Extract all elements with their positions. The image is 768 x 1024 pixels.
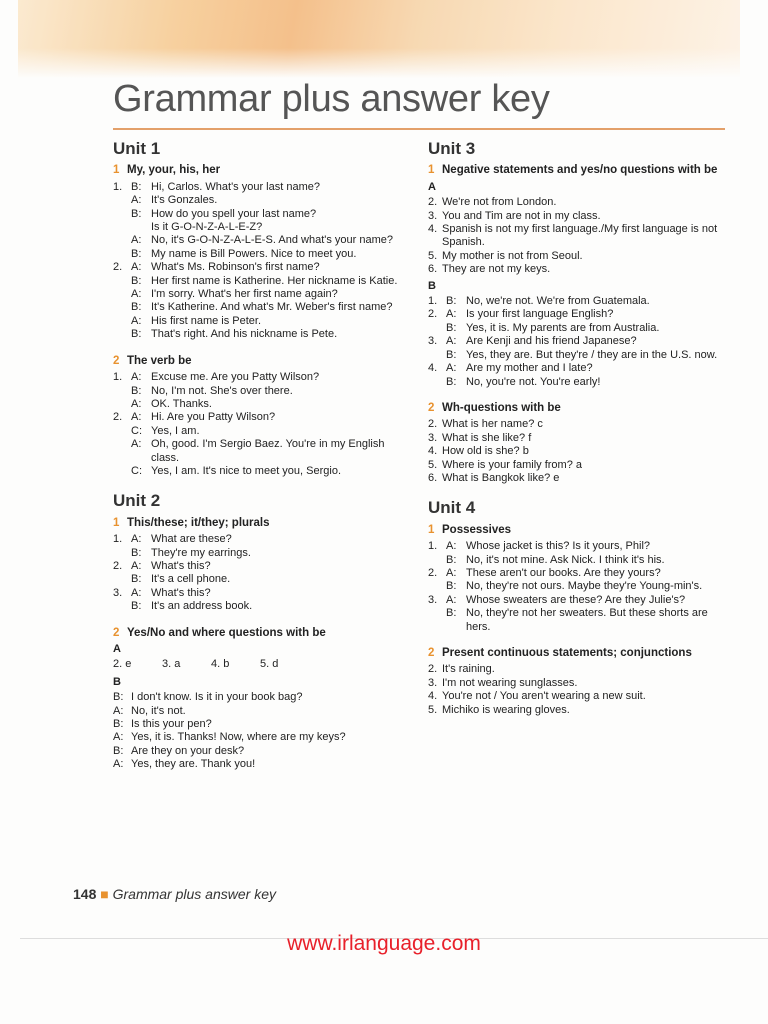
answer-text: They are not my keys. [442,263,551,276]
section-title: Wh-questions with be [442,401,561,414]
section-number: 2 [113,354,120,367]
section-heading [113,627,413,640]
section-title: My, your, his, her [127,164,221,177]
answer-text: Michiko is wearing gloves. [442,703,570,716]
answer-text: It's Katherine. And what's Mr. Weber's first name? [151,301,393,314]
answer-text: Yes, it is. Thanks! Now, where are my keys? [131,731,346,744]
speaker: A: [131,314,142,327]
answer-list [428,540,728,634]
answer-row [428,196,728,209]
answer-text: Is this your pen? [131,718,212,731]
answer-list [428,295,728,389]
answer-row [428,210,728,223]
item-number: 1. [428,540,438,553]
answer-text: You and Tim are not in my class. [442,209,601,222]
answer-row [113,587,413,600]
section-title: Present continuous statements; conjunctions [442,647,692,659]
speaker: A: [131,586,142,599]
section-heading [113,517,413,530]
answer-list [428,418,728,485]
answer-list [428,196,728,276]
answer-row [428,418,728,431]
match-answer: 4. b [211,658,230,671]
speaker: A: [131,371,142,384]
answer-text: Are they on your desk? [131,744,245,757]
speaker: B: [131,384,142,397]
speaker: B: [131,207,142,220]
item-number: 2. [113,261,123,274]
answer-row [113,691,413,704]
answer-row [113,288,413,301]
matching-answers [113,658,413,671]
section-heading [428,164,728,177]
answer-row [113,194,413,207]
item-number: 1. [428,295,438,308]
answer-row [113,745,413,758]
speaker: B: [113,744,124,757]
speaker: B: [131,600,142,613]
answer-text: Excuse me. Are you Patty Wilson? [151,371,320,384]
answer-list [113,181,413,342]
speaker: A: [131,533,142,546]
speaker: A: [131,411,142,424]
speaker: B: [131,573,142,586]
match-answer: 5. d [260,658,279,671]
answer-text: Yes, I am. [151,424,200,437]
speaker: B: [131,328,142,341]
answer-text: It's Gonzales. [151,194,218,207]
section-heading [113,164,413,177]
answer-text: You're not / You aren't wearing a new suit. [442,690,646,703]
answer-list [113,371,413,478]
answer-row [113,731,413,744]
answer-row [113,315,413,328]
speaker: A: [131,559,142,572]
speaker: A: [113,704,124,717]
part-label: A [113,643,121,655]
speaker: B: [446,607,457,620]
answer-list [113,533,413,613]
part-label: B [113,675,121,688]
unit-3-heading: Unit 3 [428,139,476,158]
match-answer: 2. e [113,658,132,671]
item-number: 2. [428,418,438,431]
answer-text: Her first name is Katherine. Her nickname is Katie. [151,274,398,287]
answer-row [428,376,728,389]
speaker: A: [113,731,124,744]
answer-text: How old is she? b [442,445,529,458]
left-column [113,139,413,772]
unit-4-heading: Unit 4 [428,498,476,518]
answer-row [428,580,728,593]
item-number: 3. [428,431,438,444]
answer-row [428,472,728,485]
answer-row [428,445,728,458]
item-number: 4. [428,362,438,375]
item-number: 1. [113,371,123,384]
answer-row [113,465,413,478]
answer-text: What is her name? c [442,418,543,431]
answer-text: Is your first language English? [466,308,614,321]
answer-row [113,248,413,261]
item-number: 5. [428,703,438,716]
item-number: 5. [428,458,438,471]
answer-row [113,261,413,274]
answer-row [113,208,413,221]
speaker: A: [113,758,124,771]
section-title: Yes/No and where questions with be [127,626,326,639]
part-label: B [428,279,436,292]
section-heading [428,647,728,660]
answer-text: We're not from London. [442,196,557,209]
answer-text: It's a cell phone. [151,573,231,586]
answer-text: Hi, Carlos. What's your last name? [151,180,320,193]
answer-row [428,335,728,348]
answer-text: Hi. Are you Patty Wilson? [151,411,276,424]
speaker: A: [446,566,457,579]
title-underline [113,128,725,130]
speaker: A: [446,335,457,348]
answer-text: My mother is not from Seoul. [442,249,583,262]
answer-row [428,540,728,553]
answer-row [428,432,728,445]
answer-text: No, it's G-O-N-Z-A-L-E-S. And what's your name? [151,234,393,247]
section-title: Possessives [442,523,512,536]
answer-text: What's this? [151,559,211,572]
speaker: B: [131,180,142,193]
section-title: This/these; it/they; plurals [127,516,270,529]
answer-row [428,263,728,276]
answer-row [113,275,413,288]
answer-row [113,398,413,411]
answer-text: Oh, good. I'm Sergio Baez. You're in my English class. [151,438,385,464]
speaker: B: [131,274,142,287]
answer-text: Yes, it is. My parents are from Australia. [466,321,660,334]
answer-row [428,322,728,335]
item-number: 3. [428,209,438,222]
answer-row [113,425,413,438]
speaker: A: [131,288,142,301]
answer-row [428,690,728,703]
section-number: 1 [113,164,120,177]
answer-row [113,234,413,247]
speaker: A: [131,438,142,451]
speaker: C: [131,424,142,437]
item-number: 1. [113,533,123,546]
speaker: B: [446,348,457,361]
answer-text: Yes, they are. Thank you! [131,758,256,771]
answer-row [113,718,413,731]
speaker: A: [446,593,457,606]
item-number: 6. [428,471,438,484]
item-number: 3. [428,676,438,689]
answer-row [428,250,728,263]
answer-text: Are my mother and I late? [466,362,593,375]
answer-text: No, it's not mine. Ask Nick. I think it's his. [466,553,665,566]
answer-text: His first name is Peter. [151,314,262,327]
answer-text: It's raining. [442,663,495,676]
answer-row [113,533,413,546]
speaker: B: [113,691,124,704]
answer-text: Whose sweaters are these? Are they Julie's? [466,593,686,606]
answer-text: OK. Thanks. [151,397,212,410]
right-column [428,139,728,717]
answer-text: What is Bangkok like? e [442,471,560,484]
answer-text: My name is Bill Powers. Nice to meet you. [151,247,357,260]
answer-text: Whose jacket is this? Is it yours, Phil? [466,540,651,553]
speaker: A: [446,362,457,375]
answer-text: Is it G-O-N-Z-A-L-E-Z? [151,221,263,234]
answer-text: Yes, I am. It's nice to meet you, Sergio. [151,464,342,477]
answer-row [113,301,413,314]
answer-text: No, you're not. You're early! [466,375,601,388]
answer-list [113,691,413,771]
item-number: 2. [113,411,123,424]
speaker: B: [113,718,124,731]
answer-text: I don't know. Is it in your book bag? [131,691,303,704]
item-number: 4. [428,445,438,458]
unit-1-heading: Unit 1 [113,139,161,158]
speaker: A: [446,308,457,321]
bullet-separator: ■ [100,886,109,902]
answer-text: What are these? [151,533,232,546]
item-number: 6. [428,263,438,276]
answer-row [428,349,728,362]
section-number: 2 [428,647,435,659]
item-number: 5. [428,249,438,262]
page-footer [73,886,276,902]
answer-text: No, they're not ours. Maybe they're Young-min's. [466,580,703,593]
speaker: A: [131,194,142,207]
page-number: 148 [73,886,97,902]
section-title: Negative statements and yes/no questions with be [442,164,718,177]
answer-row [428,554,728,567]
answer-text: What is she like? f [442,431,532,444]
answer-row [113,600,413,613]
answer-row [113,221,413,234]
speaker: B: [446,321,457,334]
speaker: B: [446,295,457,308]
answer-text: No, they're not her sweaters. But these shorts are hers. [466,607,708,633]
answer-text: No, it's not. [131,704,186,717]
speaker: A: [131,234,142,247]
answer-text: Are Kenji and his friend Japanese? [466,335,637,348]
answer-row [113,573,413,586]
section-number: 1 [428,164,435,177]
item-number: 1. [113,180,123,193]
answer-text: No, we're not. We're from Guatemala. [466,295,650,308]
answer-text: No, I'm not. She's over there. [151,384,293,397]
page-title: Grammar plus answer key [113,78,550,120]
answer-row [113,328,413,341]
answer-row [428,607,728,634]
answer-list [428,663,728,717]
answer-row [428,362,728,375]
answer-text: I'm not wearing sunglasses. [442,676,578,689]
answer-text: That's right. And his nickname is Pete. [151,328,338,341]
item-number: 2. [113,559,123,572]
item-number: 3. [428,593,438,606]
item-number: 2. [428,196,438,209]
match-answer: 3. a [162,658,181,671]
speaker: A: [446,540,457,553]
footer-title: Grammar plus answer key [112,886,276,902]
answer-text: These aren't our books. Are they yours? [466,566,661,579]
answer-text: They're my earrings. [151,546,251,559]
answer-row [113,385,413,398]
answer-row [113,438,413,465]
speaker: B: [131,301,142,314]
item-number: 3. [428,335,438,348]
item-number: 2. [428,663,438,676]
item-number: 3. [113,586,123,599]
answer-row [113,371,413,384]
section-number: 1 [428,523,435,536]
answer-text: What's Ms. Robinson's first name? [151,261,320,274]
section-heading [428,402,728,415]
answer-row [428,663,728,676]
answer-text: Where is your family from? a [442,458,582,471]
answer-row [113,547,413,560]
answer-row [113,560,413,573]
answer-text: What's this? [151,586,211,599]
speaker: C: [131,464,142,477]
part-label: A [428,180,436,193]
item-number: 4. [428,223,438,236]
section-number: 2 [428,401,435,414]
answer-row [428,704,728,717]
speaker: B: [131,546,142,559]
answer-row [428,459,728,472]
answer-row [428,594,728,607]
answer-row [113,758,413,771]
answer-text: Yes, they are. But they're / they are in the U.S. now. [466,348,718,361]
answer-row [428,677,728,690]
speaker: B: [446,553,457,566]
answer-row [113,705,413,718]
answer-row [428,223,728,250]
header-banner [18,0,740,78]
speaker: B: [446,375,457,388]
answer-row [113,181,413,194]
speaker: A: [131,261,142,274]
item-number: 2. [428,566,438,579]
answer-text: Spanish is not my first language./My first language is not Spanish. [442,223,718,249]
answer-text: I'm sorry. What's her first name again? [151,288,338,301]
answer-row [113,411,413,424]
speaker: B: [446,580,457,593]
answer-row [428,567,728,580]
item-number: 2. [428,308,438,321]
section-title: The verb be [127,354,192,367]
unit-2-heading: Unit 2 [113,491,161,511]
answer-row [428,308,728,321]
answer-text: How do you spell your last name? [151,207,317,220]
section-heading [428,524,728,537]
section-number: 2 [113,626,120,639]
speaker: B: [131,247,142,260]
speaker: A: [131,397,142,410]
answer-row [428,295,728,308]
watermark-link[interactable]: www.irlanguage.com [287,932,481,955]
item-number: 4. [428,690,438,703]
section-number: 1 [113,516,120,529]
section-heading [113,355,413,368]
answer-text: It's an address book. [151,600,253,613]
